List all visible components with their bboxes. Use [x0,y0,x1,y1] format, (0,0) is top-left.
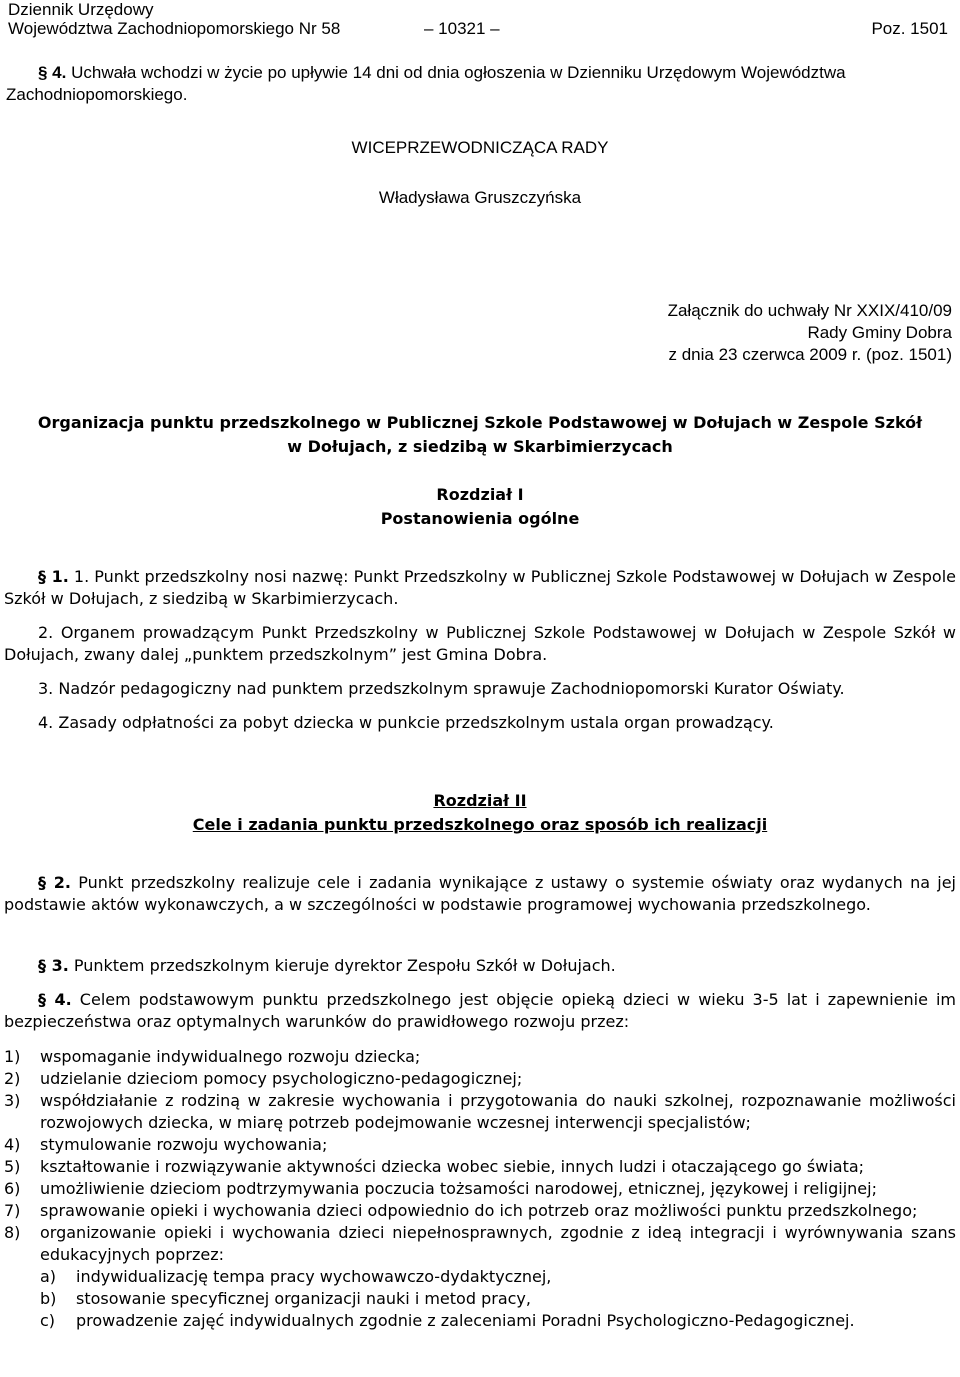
goals-list [4,1046,956,1332]
list-number: 1) [4,1047,21,1066]
list-text: stymulowanie rozwoju wychowania; [40,1135,328,1154]
item-text: Punkt przedszkolny nosi nazwę: Punkt Przedszkolny w Publicznej Szkole Podstawowej w Dołujach w Zespole Szkół w Dołujach, z siedzibą w Skarbimierzycach. [4,567,956,608]
list-number: 5) [4,1157,21,1176]
item-number: 3. [38,679,54,698]
list-number: 8) [4,1223,21,1242]
sub-list-item [40,1288,956,1310]
document-title-line: Organizacja punktu przedszkolnego w Publicznej Szkole Podstawowej w Dołujach w Zespole Szkół [37,413,923,432]
document-title [0,411,960,459]
list-item [4,1046,956,1068]
sub-list-letter: b) [40,1289,57,1308]
list-text: współdziałanie z rodziną w zakresie wychowania i przygotowania do nauki szkolnej, rozpoznawanie możliwości rozwojowych dziecka, w miarę potrzeb podejmowanie wczesnej interwencji specjalistów; [40,1091,956,1132]
list-number: 7) [4,1201,21,1220]
paragraph [4,872,956,916]
sub-list-letter: c) [40,1311,56,1330]
paragraph [4,566,956,610]
list-text: kształtowanie i rozwiązywanie aktywności dziecka wobec siebie, innych ludzi i otaczającego go świata; [40,1157,865,1176]
page-header [4,0,956,40]
list-item [4,1222,956,1266]
item-text: Nadzór pedagogiczny nad punktem przedszkolnym sprawuje Zachodniopomorski Kurator Oświaty. [53,679,845,698]
list-number: 3) [4,1091,21,1110]
sub-list-item [40,1266,956,1288]
paragraph-text: Punktem przedszkolnym kieruje dyrektor Zespołu Szkół w Dołujach. [68,956,616,975]
paragraph-text: Punkt przedszkolny realizuje cele i zadania wynikające z ustawy o systemie oświaty oraz wydanych na jej podstawie aktów wykonawczych, a w szczególności w podstawie programowej wychowania przedszkolnego. [4,873,957,914]
list-item [4,1134,956,1156]
section-text: Uchwała wchodzi w życie po upływie 14 dni od dnia ogłoszenia w Dzienniku Urzędowym Województwa Zachodniopomorskiego. [6,63,846,104]
chapter-name: Cele i zadania punktu przedszkolnego oraz sposób ich realizacji [192,815,768,834]
item-text: Organem prowadzącym Punkt Przedszkolny w Publicznej Szkole Podstawowej w Dołujach w Zespole Szkół w Dołujach, zwany dalej „punktem przedszkolnym” jest Gmina Dobra. [4,623,956,664]
annex-line: Załącznik do uchwały Nr XXIX/410/09 [667,301,952,320]
section-symbol: § 3. [38,956,69,975]
section-4 [4,989,956,1033]
list-text: udzielanie dzieciom pomocy psychologiczno-pedagogicznej; [40,1069,523,1088]
section-1 [4,566,956,734]
annex-line: Rady Gminy Dobra [807,323,952,342]
sub-list-text: stosowanie specyficznej organizacji nauki i metod pracy, [76,1289,531,1308]
chapter-name: Postanowienia ogólne [380,509,580,528]
section-symbol: § 2. [38,873,71,892]
list-item [4,1156,956,1178]
section-4-resolution [4,62,956,106]
journal-issue: Województwa Zachodniopomorskiego Nr 58 [8,19,341,38]
chapter-2-heading [0,789,960,837]
annex-header [668,300,952,366]
position-number: Poz. 1501 [871,19,948,38]
item-number: 4. [38,713,54,732]
list-number: 4) [4,1135,21,1154]
paragraph [4,712,956,734]
section-symbol: § 4. [38,990,72,1009]
section-symbol: § 1. [38,567,69,586]
list-text: umożliwienie dzieciom podtrzymywania poczucia tożsamości narodowej, etnicznej, językowej i religijnej; [40,1179,877,1198]
paragraph [4,622,956,666]
item-text: Zasady odpłatności za pobyt dziecka w punkcie przedszkolnym ustala organ prowadzący. [53,713,774,732]
sub-list-letter: a) [40,1267,57,1286]
list-text: organizowanie opieki i wychowania dzieci niepełnosprawnych, zgodnie z ideą integracji i wyrównywania szans edukacyjnych poprzez: [40,1223,956,1264]
chapter-1-heading [0,483,960,531]
sub-list-text: prowadzenie zajęć indywidualnych zgodnie z zaleceniami Poradni Psychologiczno-Pedagogicznej. [76,1311,855,1330]
section-3 [4,955,956,977]
journal-title: Dziennik Urzędowy [8,0,154,19]
list-item [4,1178,956,1200]
list-item [4,1200,956,1222]
item-number: 2. [38,623,54,642]
signature-role: WICEPRZEWODNICZĄCA RADY [351,138,609,157]
sub-list [4,1266,956,1332]
chapter-label: Rozdział II [433,791,527,810]
chapter-label: Rozdział I [436,485,524,504]
annex-line: z dnia 23 czerwca 2009 r. (poz. 1501) [668,345,952,364]
list-number: 6) [4,1179,21,1198]
list-item [4,1068,956,1090]
paragraph [4,678,956,700]
list-text: wspomaganie indywidualnego rozwoju dziecka; [40,1047,421,1066]
document-title-line: w Dołujach, z siedzibą w Skarbimierzycach [287,437,673,456]
sub-list-item [40,1310,956,1332]
paragraph [4,955,956,977]
paragraph-text: Celem podstawowym punktu przedszkolnego jest objęcie opieką dzieci w wieku 3-5 lat i zapewnienie im bezpieczeństwa oraz optymalnych warunków do prawidłowego rozwoju przez: [4,990,956,1031]
paragraph [4,989,956,1033]
signature-name: Władysława Gruszczyńska [378,188,582,207]
section-2 [4,872,956,916]
list-item [4,1090,956,1134]
page-number: – 10321 – [424,19,500,38]
list-text: sprawowanie opieki i wychowania dzieci odpowiednio do ich potrzeb oraz możliwości punktu przedszkolnego; [40,1201,918,1220]
section-symbol: § 4. [38,63,67,82]
sub-list-text: indywidualizację tempa pracy wychowawczo-dydaktycznej, [76,1267,552,1286]
list-number: 2) [4,1069,21,1088]
item-number: 1. [73,567,90,586]
